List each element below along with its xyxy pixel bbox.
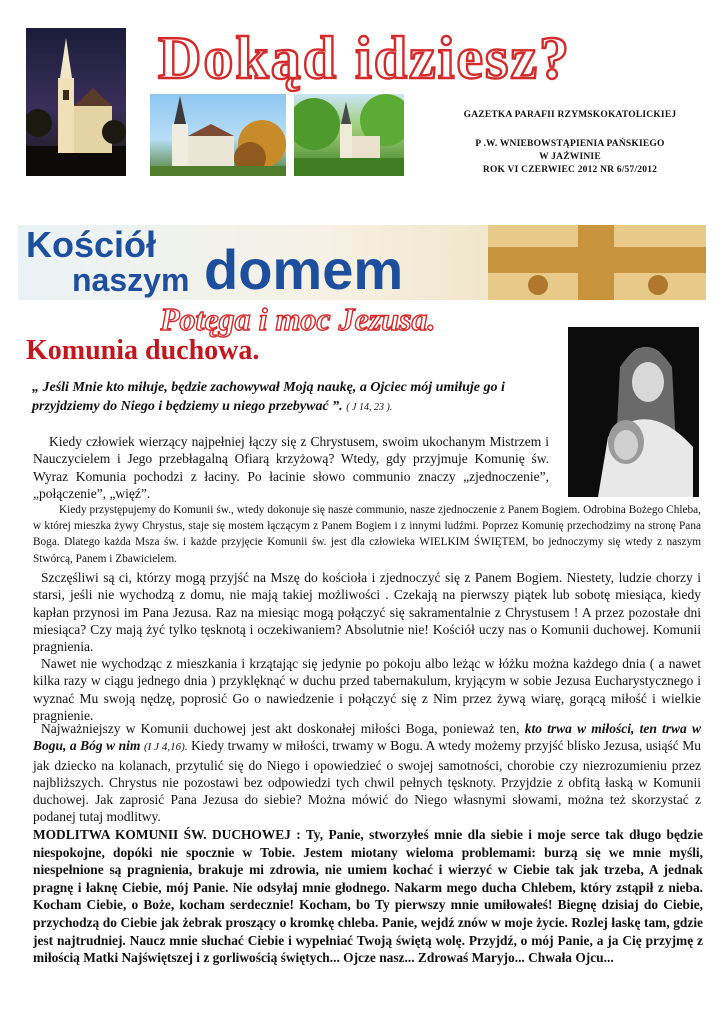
paragraph-5-body: Kiedy trwamy w miłości, trwamy w Bogu. A wtedy możemy przyjść blisko Jezusa, usiąść Mu jak dziecko na kolanach, przytulić się do Niego i opowiedzieć o swojej samotności, chorobie czy niezrozumieniu przez najbliższych. Chrystus nie pozostawi bez odpowiedzi tych chwil pełnych tęsknoty. Przyjdzie z obfitą łaską w Komunii duchowej. Jak zaprosić Pana Jezusa do siebie? Można mówić do Niego własnymi słowami, można też skorzystać z podanej tutaj modlitwy. <box>33 738 702 825</box>
parish-location: W JAŹWINIE <box>539 152 601 162</box>
church-photo-blue-sky <box>150 94 286 176</box>
paragraph-5-intro: Najważniejszy w Komunii duchowej jest akt doskonałej miłości Boga, ponieważ ten, <box>41 721 520 736</box>
spiritual-communion-prayer: MODLITWA KOMUNII ŚW. DUCHOWEJ : Ty, Panie, stworzyłeś mnie dla siebie i moje serce tak długo będzie niespokojne, dopóki nie spocznie w Tobie. Jestem miotany wieloma problemami: burzą się we mnie myśli, niespełnione są pragnienia, brakuje mi zdrowia, nie umiem kochać i wierzyć w Ciebie tak jak trzeba, A jednak pragnę i łaknę Ciebie, mój Panie. Nie odsyłaj mnie głodnego. Nakarm mego ducha Chlebem, który zstąpił z nieba. Kocham Ciebie, o Boże, kocham serdecznie! Kocham, bo Ty pierwszy mnie umiłowałeś! Biegnę dzisiaj do Ciebie, przychodzą do Ciebie jak żebrak proszący o kromkę chleba. Panie, wejdź znów w moje życie. Rozlej łaskę tam, gdzie jest najtrudniej. Naucz mnie słuchać Ciebie i wypełniać Twoją świętą wolę. Przyjdź, o mój Panie, a ja Cię przyjmę z miłością Matki Najświętszej i z gorliwością świętych... Ojcze nasz... Zdrowaś Maryjo... Chwała Ojcu... <box>33 827 703 966</box>
paragraph-5 <box>33 720 701 826</box>
paragraph-2: Kiedy przystępujemy do Komunii św., wtedy dokonuje się nasze communio, nasze zjednoczenie z Panem Bogiem. Odrobina Bożego Chleba, w której mieszka żywy Chrystus, staje się mostem łączącym z Panem Bogiem i z innymi ludźmi. Poprzez Komunię przechodzimy na stronę Pana Boga. Dlatego każda Msza św. i każde przyjęcie Komunii św. jest dla człowieka WIELKIM ŚWIĘTEM, bo jednoczymy się wtedy z naszym Stwórcą, Panem i Zbawicielem. <box>33 504 701 565</box>
quote-text: „ Jeśli Mnie kto miłuje, będzie zachowywał Moją naukę, a Ojciec mój umiłuje go i przyjdziemy do Niego i będziemy u niego przebywać ”. <box>32 380 505 414</box>
church-banner <box>18 225 706 300</box>
banner-word-kosciol: Kościół <box>26 225 157 265</box>
paragraph-4: Nawet nie wychodząc z mieszkania i krzątając się jedynie po pokoju albo leżąc w łóżku można każdego dnia ( a nawet kilka razy w ciągu jednego dnia ) przyklęknąć w duchu przed tabernakulum, kryjącym w sobie Jezusa Eucharystycznego i wyznać Mu swoją nędzę, poprosić Go o nawiedzenie i połączyć się z Nim przez żywą wiarę, gorącą miłość i wielkie pragnienie. <box>33 656 701 723</box>
banner-word-naszym: naszym <box>72 262 190 298</box>
church-photo-night <box>26 28 126 176</box>
paragraph-3: Szczęśliwi są ci, którzy mogą przyjść na Mszę do kościoła i zjednoczyć się z Panem Bogiem. Niestety, ludzie chorzy i starsi, jeśli nie wychodzą z domu, nie mają takiej możliwości . Czekają na pierwszy piątek lub sobotę miesiąca, kiedy kapłan przynosi im Pana Jezusa. Raz na miesiąc mogą połączyć się sakramentalnie z Chrystusem ! A przez pozostałe dni miesiąca? Czy mają żyć tylko tęsknotą i oczekiwaniem? Absolutnie nie! Kościół uczy nas o Komunii duchowej. Komunii pragnienia. <box>33 570 701 655</box>
quote-reference: ( J 14, 23 ). <box>346 402 393 413</box>
issue-info: ROK VI CZERWIEC 2012 NR 6/57/2012 <box>482 165 658 175</box>
paragraph-5-reference: (I J 4,16). <box>143 741 188 754</box>
banner-word-domem: domem <box>204 238 404 300</box>
bible-quote <box>32 378 552 417</box>
svg-text:Potęga i moc Jezusa.: Potęga i moc Jezusa. <box>160 301 436 337</box>
parish-name: GAZETKA PARAFII RZYMSKOKATOLICKIEJ <box>463 110 677 120</box>
newsletter-title <box>150 22 670 92</box>
paragraph-5-scripture: kto trwa w miłości, ten trwa w Bogu, a Bóg w nim <box>33 721 701 754</box>
jesus-embrace-image <box>568 327 699 497</box>
svg-text:Komunia duchowa.: Komunia duchowa. <box>26 335 260 366</box>
church-photo-trees <box>294 94 404 176</box>
svg-text:Dokąd idziesz?: Dokąd idziesz? <box>158 25 572 91</box>
article-subtitle <box>12 330 282 368</box>
paragraph-1: Kiedy człowiek wierzący najpełniej łączy się z Chrystusem, swoim ukochanym Mistrzem i Nauczycielem i Jego przebłagalną Ofiarą krzyżową? Wtedy, gdy przyjmuje Komunię św. Wyraz Komunia pochodzi z łaciny. Po łacinie słowo communio znaczy „zjednoczenie”, „połączenie”, „więź”. <box>33 434 549 501</box>
parish-dedication: P .W. WNIEBOWSTĄPIENIA PAŃSKIEGO <box>475 139 665 149</box>
